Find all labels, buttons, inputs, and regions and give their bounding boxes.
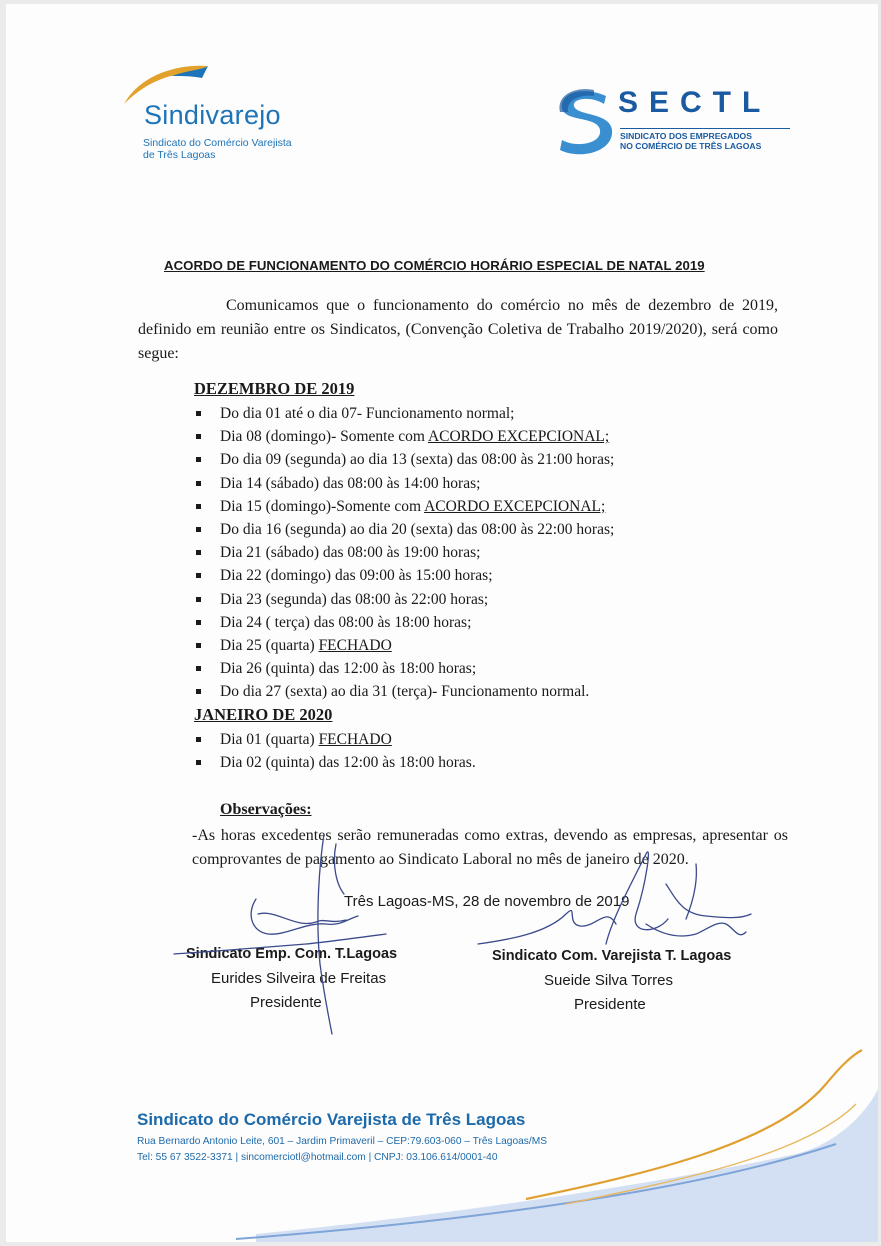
sindivarejo-subtitle-line1: Sindicato do Comércio Varejista (143, 137, 292, 149)
schedule-item-text: Do dia 09 (segunda) ao dia 13 (sexta) das 08:00 às 21:00 horas; (220, 451, 615, 469)
document-page (6, 4, 878, 1242)
schedule-item-text: Dia 23 (segunda) das 08:00 às 22:00 horas; (220, 590, 489, 608)
signatory-entity-1: Sindicato Emp. Com. T.Lagoas (186, 946, 398, 962)
sectl-subtitle-line1: SINDICATO DOS EMPREGADOS (620, 131, 752, 141)
schedule-item-text: Dia 15 (domingo)-Somente com (220, 497, 425, 515)
january-heading: JANEIRO DE 2020 (194, 705, 333, 724)
schedule-item-text: Do dia 27 (sexta) ao dia 31 (terça)- Funcionamento normal. (220, 683, 590, 701)
sectl-subtitle-line2: NO COMÉRCIO DE TRÊS LAGOAS (620, 141, 762, 151)
schedule-item-text: Dia 22 (domingo) das 09:00 às 15:00 horas; (220, 567, 493, 585)
sindivarejo-name: Sindivarejo (144, 100, 281, 130)
schedule-item-text: Do dia 01 até o dia 07- Funcionamento normal; (220, 405, 515, 422)
schedule-item-text: Dia 01 (quarta) (220, 731, 319, 748)
schedule-item-text: Dia 21 (sábado) das 08:00 às 19:00 horas; (220, 544, 481, 562)
observations-text: -As horas excedentes serão remuneradas como extras, devendo as empresas, apresentar os comprovantes de pagamento ao Sindicato Laboral no mês de janeiro de 2020. (192, 827, 788, 868)
signatory-role-1: Presidente (250, 994, 322, 1011)
schedule-item-text: Dia 26 (quinta) das 12:00 às 18:00 horas; (220, 660, 477, 678)
schedule-item-text: Dia 14 (sábado) das 08:00 às 14:00 horas; (220, 474, 481, 492)
schedule-item-emphasis: ACORDO EXCEPCIONAL; (424, 497, 606, 515)
schedule-item-text: Dia 02 (quinta) das 12:00 às 18:00 horas. (220, 754, 476, 772)
schedule-item-text: Do dia 16 (segunda) ao dia 20 (sexta) das 08:00 às 22:00 horas; (220, 521, 615, 539)
observations-heading: Observações: (220, 801, 312, 818)
intro-text: Comunicamos que o funcionamento do comércio no mês de dezembro de 2019, definido em reunião entre os Sindicatos, (Convenção Coletiva de Trabalho 2019/2020), será como segue: (138, 297, 778, 362)
signatory-entity-2: Sindicato Com. Varejista T. Lagoas (492, 948, 732, 964)
place-date: Três Lagoas-MS, 28 de novembro de 2019 (344, 893, 630, 910)
schedule-item-emphasis: FECHADO (318, 731, 392, 748)
document-title: ACORDO DE FUNCIONAMENTO DO COMÉRCIO HORÁRIO ESPECIAL DE NATAL 2019 (164, 258, 705, 273)
signatory-name-2: Sueide Silva Torres (544, 972, 673, 989)
footer-swoosh-decoration (6, 4, 878, 1242)
schedule-item-text: Dia 25 (quarta) (220, 637, 319, 655)
signatory-name-1: Eurides Silveira de Freitas (211, 970, 387, 987)
footer-title: Sindicato do Comércio Varejista de Três Lagoas (137, 1110, 526, 1129)
sindivarejo-subtitle-line2: de Três Lagoas (143, 149, 216, 161)
footer-contact: Tel: 55 67 3522-3371 | sincomerciotl@hotmail.com | CNPJ: 03.106.614/0001-40 (137, 1152, 498, 1163)
footer-address: Rua Bernardo Antonio Leite, 601 – Jardim Primaveril – CEP:79.603-060 – Três Lagoas/MS (137, 1136, 547, 1147)
december-heading: DEZEMBRO DE 2019 (194, 379, 355, 398)
sectl-name: SECTL (618, 86, 772, 119)
schedule-item-emphasis: ACORDO EXCEPCIONAL; (427, 428, 610, 446)
signatory-role-2: Presidente (574, 996, 646, 1013)
schedule-item-text: Dia 24 ( terça) das 08:00 às 18:00 horas; (220, 613, 472, 631)
schedule-item-emphasis: FECHADO (318, 637, 392, 655)
schedule-item-text: Dia 08 (domingo)- Somente com (220, 428, 428, 446)
